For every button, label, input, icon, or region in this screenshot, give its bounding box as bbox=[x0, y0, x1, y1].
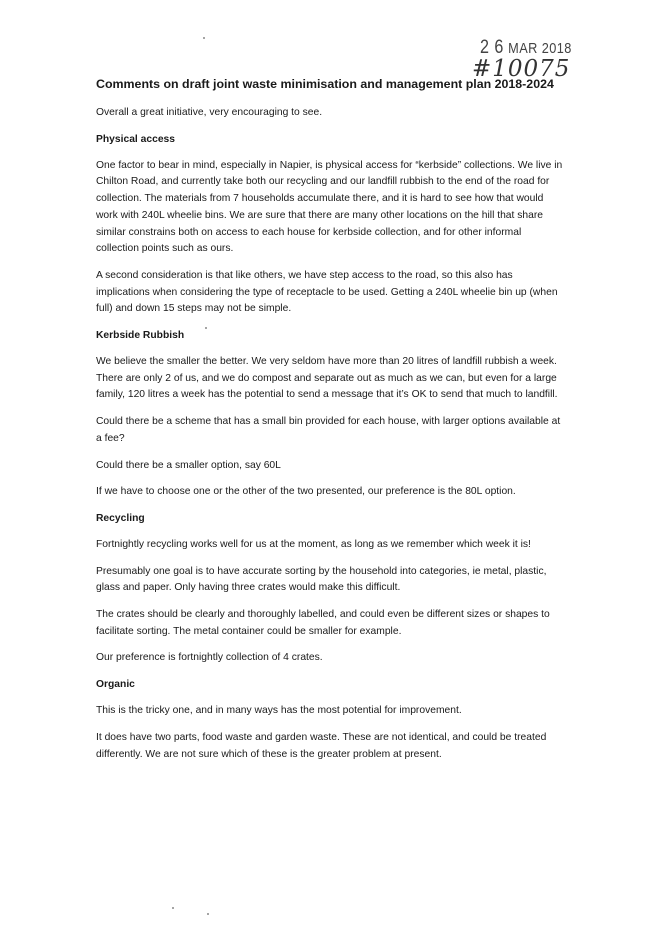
scan-speck bbox=[207, 913, 209, 915]
section-heading-physical-access: Physical access bbox=[96, 133, 176, 145]
paragraph: Our preference is fortnightly collection of 4 crates. bbox=[96, 652, 323, 664]
paragraph: The crates should be clearly and thoroughly labelled, and could even be different sizes or shapes to facilitate sorting. The metal container could be smaller for example. bbox=[96, 609, 550, 637]
document-title: Comments on draft joint waste minimisation and management plan 2018-2024 bbox=[96, 77, 554, 91]
stamp-day: 2 6 bbox=[480, 37, 504, 58]
scan-speck bbox=[172, 907, 174, 909]
paragraph: Could there be a scheme that has a small bin provided for each house, with larger options available at a fee? bbox=[96, 416, 561, 444]
scan-speck bbox=[203, 37, 205, 39]
paragraph: If we have to choose one or the other of the two presented, our preference is the 80L option. bbox=[96, 486, 516, 498]
paragraph: Could there be a smaller option, say 60L bbox=[96, 459, 281, 471]
paragraph: A second consideration is that like others, we have step access to the road, so this also has implications when considering the type of receptacle to be used. Getting a 240L wheelie bin up (when full) and down 15 steps may not be simple. bbox=[96, 269, 558, 315]
section-heading-recycling: Recycling bbox=[96, 512, 145, 524]
stamp-month-year: MAR 2018 bbox=[508, 40, 572, 57]
handwritten-reference-number: #10075 bbox=[472, 56, 571, 82]
section-heading-kerbside-rubbish: Kerbside Rubbish bbox=[96, 330, 185, 342]
paragraph: It does have two parts, food waste and garden waste. These are not identical, and could be treated differently. We are not sure which of these is the greater problem at present. bbox=[96, 731, 547, 760]
paragraph: This is the tricky one, and in many ways has the most potential for improvement. bbox=[96, 705, 462, 717]
paragraph: One factor to bear in mind, especially in Napier, is physical access for “kerbside” collections. We live in Chilton Road, and currently take both our recycling and our landfill rubbish to the end of the road for collection. The materials from 7 households accumulate there, and it is hard to see how that would work with 240L wheelie bins. We are sure that there are many other locations on the hill that share similar constrains both on access to each house for kerbside collection, and for other informal collection points such as ours. bbox=[96, 159, 563, 255]
scan-speck bbox=[205, 327, 207, 329]
paragraph: We believe the smaller the better. We very seldom have more than 20 litres of landfill rubbish a week. There are only 2 of us, and we do compost and separate out as much as we can, but even for a large family, 120 litres a week has the potential to send a message that it’s OK to send that much to landfill. bbox=[96, 356, 558, 401]
document-body bbox=[96, 76, 566, 773]
section-heading-organic: Organic bbox=[96, 679, 135, 691]
paragraph: Fortnightly recycling works well for us at the moment, as long as we remember which week it is! bbox=[96, 538, 531, 550]
paragraph: Overall a great initiative, very encouraging to see. bbox=[96, 107, 323, 118]
paragraph: Presumably one goal is to have accurate sorting by the household into categories, ie metal, plastic, glass and paper. Only having three crates would make this difficult. bbox=[96, 565, 547, 594]
